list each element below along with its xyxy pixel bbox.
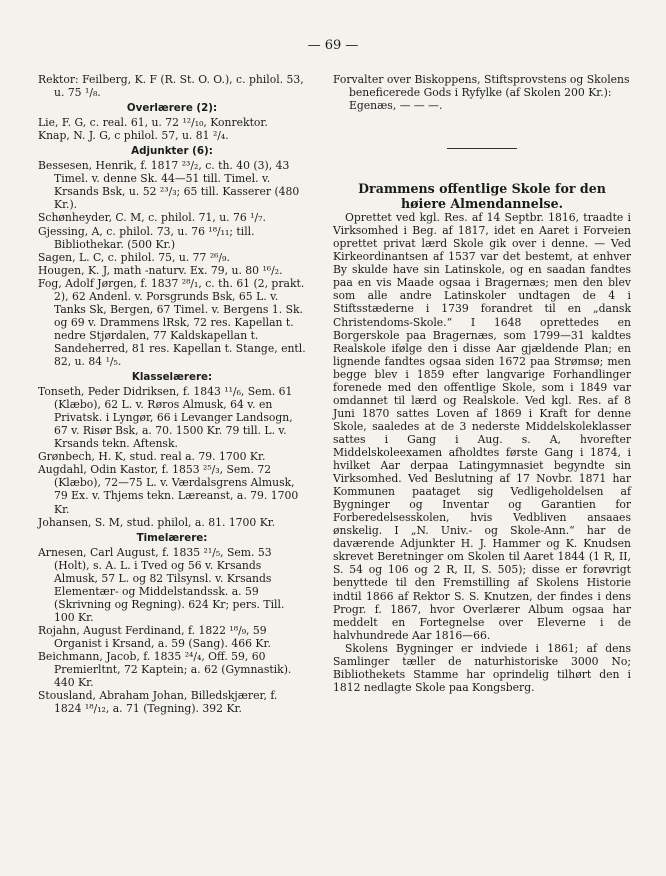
page-number: — 69 — [307,38,359,53]
school-title-line-2: høiere Almendannelse. [401,196,563,212]
staff-entry: Arnesen, Carl August, f. 1835 ²¹/₅, Sem. 53 (Holt), s. A. L. i Tved og 56 v. Krsands Almusk, 57 L. og 82 Tilsynsl. v. Krsands Elementær- og Middelstandssk. a. 59 (Skrivning og Regning). 624 Kr; pers. Till. 100 Kr. [38,545,285,624]
section-heading-timelaerere: Timelærere: [136,531,208,544]
left-column [38,73,306,715]
staff-entry: Knap, N. J. G, c philol. 57, u. 81 ²/₄. [38,129,229,143]
school-title-line-1: Drammens offentlige Skole for den [358,181,606,197]
section-divider [447,148,517,149]
staff-entry: Fog, Adolf Jørgen, f. 1837 ²⁸/₁, c. th. 61 (2, prakt. 2), 62 Andenl. v. Porsgrunds Bsk, 65 L. v. Tanks Sk, Bergen, 67 Timel. v. Bergens 1. Sk. og 69 v. Drammens lRsk, 72 res. Kapellan t. nedre Stjørdalen, 77 Kaldskapellan t. Sandeherred, 81 res. Kapellan t. Stange, entl. 82, u. 84 ¹/₅. [38,276,306,368]
history-paragraph: Oprettet ved kgl. Res. af 14 Septbr. 1816, traadte i Virksomhed i Beg. af 1817, idet en Aaret i Forveien oprettet privat lærd Skole gik over i denne. — Ved Kirkeordinantsen af 1537 var det bestemt, at enhver By skulde have sin Latinskole, og en saadan fandtes paa en vis Maade ogsaa i Bragernæs; men den blev som alle andre Latinskoler undtagen de 4 i Stiftsstæderne i 1739 forandret til en „dansk Christendoms-Skole.“ I 1648 oprettedes en Borgerskole paa Bragernæs, som 1799—31 kaldtes Realskole ifølge den i disse Aar gjældende Plan; en lignende fandtes ogsaa siden 1672 paa Strømsø; men begge blev i 1859 efter langvarige Forhandlinger forenede med den offentlige Skole, som i 1849 var omdannet til lærd og Realskole. Ved kgl. Res. af 8 Juni 1870 sattes Loven af 1869 i Kraft for denne Skole, saaledes at de 3 nederste Middelskoleklasser sattes i Gang i Aug. s. A, hvorefter Middelskoleexamen afholdtes første Gang i 1874, i hvilket Aar derpaa Latingymnasiet begyndte sin Virksomhed. Ved Beslutning af 17 Novbr. 1871 har Kommunen paataget sig Vedligeholdelsen af Bygninger og Inventar og Garantien for Forberedelsesskolen, hvis Vedbliven ansaaes ønskelig. I „N. Univ.- og Skole-Ann.“ har de daværende Adjunkter H. J. Hammer og K. Knudsen skrevet Beretninger om Skolen til Aaret 1844 (1 R, II, S. 54 og 106 og 2 R, II, S. 505); disse er forøvrigt benyttede til den Fremstilling af Skolens Historie indtil 1866 af Rektor S. S. Knutzen, der findes i dens Progr. f. 1867, hvor Overlærer Album ogsaa har meddelt en Fortegnelse over Eleverne i de halvhundrede Aar 1816—66. [333,211,631,642]
staff-entry: Tonseth, Peder Didriksen, f. 1843 ¹¹/₆, Sem. 61 (Klæbo), 62 L. v. Røros Almusk, 64 v. en Privatsk. i Lyngør, 66 i Levanger Landsogn, 67 v. Risør Bsk, a. 70. 1500 Kr. 79 till. L. v. Krsands tekn. Aftensk. [38,385,293,451]
staff-entry: Schønheyder, C. M, c. philol. 71, u. 76 ¹/₇. [38,211,266,225]
buildings-paragraph: Skolens Bygninger er indviede i 1861; af dens Samlinger tæller de naturhistoriske 3000 No; Bibliothekets Stamme har oprindelig tilhørt den i 1812 nedlagte Skole paa Kongsberg. [333,641,631,694]
staff-entry: Beichmann, Jacob, f. 1835 ²⁴/₄, Off. 59, 60 Premierltnt, 72 Kaptein; a. 62 (Gymnastik). 440 Kr. [38,650,292,690]
school-title [333,181,631,211]
section-heading-overlaerere: Overlærere (2): [126,102,218,115]
staff-entry: Lie, F. G, c. real. 61, u. 72 ¹²/₁₀, Konrektor. [38,116,268,130]
staff-entry: Bessesen, Henrik, f. 1817 ²³/₂, c. th. 40 (3), 43 Timel. v. denne Sk. 44—51 till. Timel. v. Krsands Bsk, u. 52 ²³/₃; 65 till. Kasserer (480 Kr.). [38,159,300,212]
staff-entry: Gjessing, A, c. philol. 73, u. 76 ¹⁸/₁₁; till. Bibliothekar. (500 Kr.) [38,224,255,251]
section-heading-klasselaerere: Klasselærere: [131,371,213,384]
forvalter-entry: Forvalter over Biskoppens, Stiftsprovstens og Skolens beneficerede Gods i Ryfylke (af Skolen 200 Kr.): Egenæs, — — —. [333,73,630,113]
staff-entry: Hougen, K. J, math -naturv. Ex. 79, u. 80 ¹⁶/₂. [38,263,283,277]
staff-entry: Grønbech, H. K, stud. real a. 79. 1700 Kr. [38,450,266,464]
rektor-entry: Rektor: Feilberg, K. F (R. St. O. O.), c. philol. 53, u. 75 ¹/₈. [38,73,304,100]
staff-entry: Rojahn, August Ferdinand, f. 1822 ¹⁸/₉, 59 Organist i Krsand, a. 59 (Sang). 466 Kr. [38,623,271,650]
section-heading-adjunkter: Adjunkter (6): [131,145,213,158]
staff-entry: Sagen, L. C, c. philol. 75, u. 77 ²⁶/₉. [38,250,230,264]
staff-entry: Johansen, S. M, stud. philol, a. 81. 1700 Kr. [38,515,276,529]
staff-entry: Augdahl, Odin Kastor, f. 1853 ²⁵/₃, Sem. 72 (Klæbo), 72—75 L. v. Værdalsgrens Almusk, 79 Ex. v. Thjems tekn. Læreanst, a. 79. 1700 Kr. [38,463,299,516]
right-column [333,73,631,694]
staff-entry: Stousland, Abraham Johan, Billedskjærer, f. 1824 ¹⁸/₁₂, a. 71 (Tegning). 392 Kr. [38,689,278,716]
